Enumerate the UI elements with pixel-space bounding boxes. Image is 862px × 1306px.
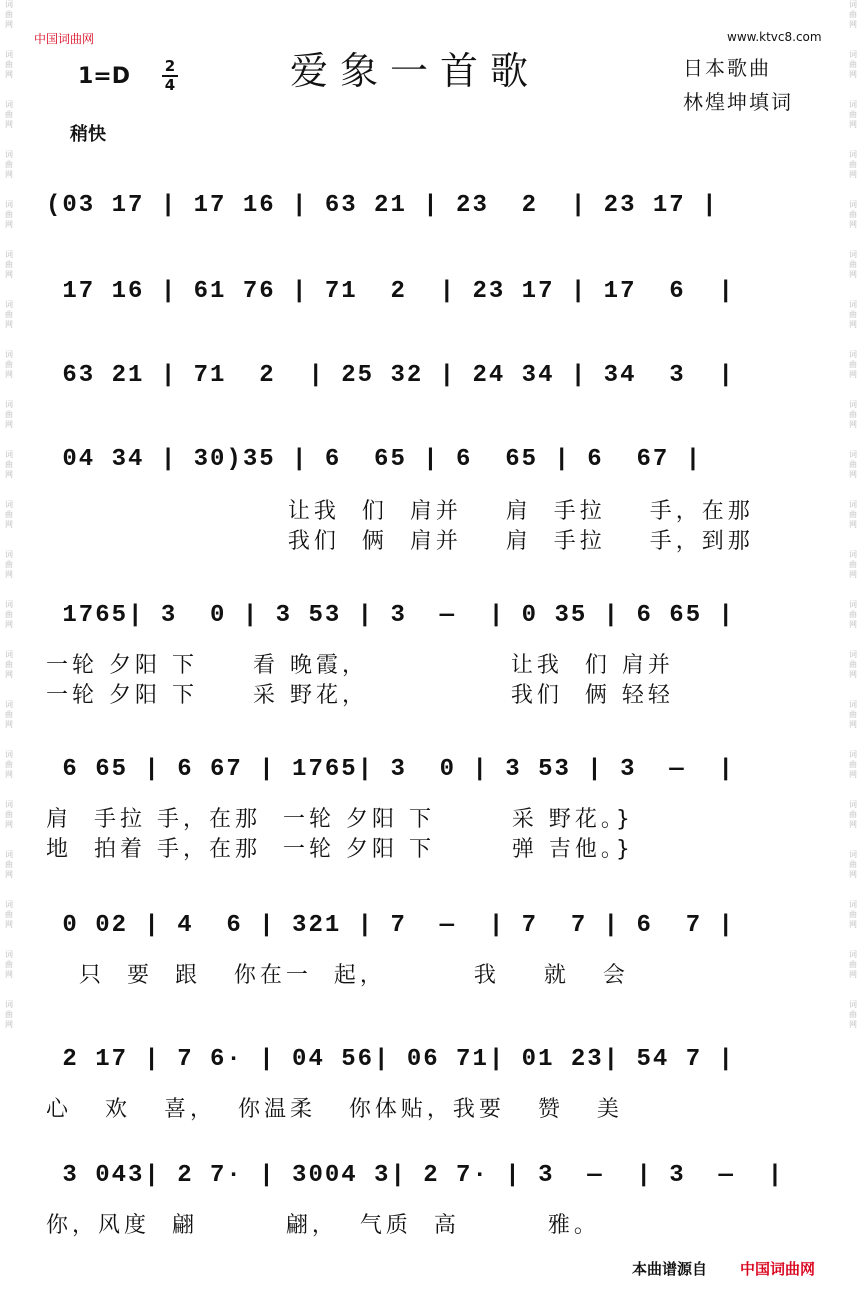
- notation-line: 63 21 | 71 2 | 25 32 | 24 34 | 34 3 |: [46, 362, 735, 389]
- key-signature: 1=D: [78, 64, 131, 89]
- site-watermark-left: 中国词曲网: [34, 32, 95, 46]
- side-watermark-left: 词 曲 网 词 曲 网 词 曲 网 词 曲 网 词 曲 网 词 曲 网 词 曲 网 词 曲 网 词 曲 网 词 曲 网 词 曲 网 词 曲 网 词 曲 网 词 曲 网 词 曲 网 词 曲 网 词 曲 网 词 曲 网 词 曲 网 词 曲 网 词 曲 网: [5, 0, 13, 1029]
- lyric-verse-2: 地 拍着 手，在那 一轮 夕阳 下 弹 吉他。}: [46, 837, 634, 862]
- score-row-9: [46, 1146, 830, 1238]
- tempo-marking: 稍快: [70, 124, 106, 145]
- lyric-verse-1: 心 欢 喜， 你温柔 你体贴，我要 赞 美: [46, 1097, 623, 1122]
- time-signature-bottom: 4: [164, 76, 176, 94]
- lyric-verse-1: 你，风度 翩 翩， 气质 高 雅。: [46, 1213, 600, 1238]
- source-note: 本曲谱源自: [632, 1260, 708, 1278]
- source-site-link[interactable]: 中国词曲网: [740, 1260, 816, 1278]
- lyric-verse-1: 一轮 夕阳 下 看 晚霞， 让我 们 肩并: [46, 653, 674, 678]
- score-row-3: [46, 346, 830, 426]
- score-row-2: [46, 262, 830, 342]
- site-watermark-right: www.ktvc8.com: [727, 30, 822, 44]
- notation-line: 0 02 | 4 6 | 321 | 7 — | 7 7 | 6 7 |: [46, 912, 735, 939]
- notation-line: 04 34 | 30)35 | 6 65 | 6 65 | 6 67 |: [46, 446, 703, 473]
- time-signature: [158, 58, 182, 94]
- song-title: 爱象一首歌: [290, 49, 541, 93]
- score-row-5: [46, 586, 830, 708]
- credit-lyrics: 林煌坤填词: [683, 90, 793, 114]
- notation-line: 6 65 | 6 67 | 1765| 3 0 | 3 53 | 3 — |: [46, 756, 735, 783]
- notation-line: 17 16 | 61 76 | 71 2 | 23 17 | 17 6 |: [46, 278, 735, 305]
- lyric-verse-1: 肩 手拉 手，在那 一轮 夕阳 下 采 野花。}: [46, 807, 634, 832]
- credit-music: 日本歌曲: [683, 56, 771, 80]
- score-row-1: [46, 176, 830, 256]
- lyric-verse-1: 只 要 跟 你在一 起， 我 就 会: [46, 963, 629, 988]
- side-watermark-right: 词 曲 网 词 曲 网 词 曲 网 词 曲 网 词 曲 网 词 曲 网 词 曲 网 词 曲 网 词 曲 网 词 曲 网 词 曲 网 词 曲 网 词 曲 网 词 曲 网 词 曲 网 词 曲 网 词 曲 网 词 曲 网 词 曲 网 词 曲 网 词 曲 网: [849, 0, 857, 1029]
- score-row-4: [46, 430, 830, 554]
- notation-line: 1765| 3 0 | 3 53 | 3 — | 0 35 | 6 65 |: [46, 602, 735, 629]
- lyric-verse-2: 我们 俩 肩并 肩 手拉 手，到那: [46, 529, 754, 554]
- lyric-verse-2: 一轮 夕阳 下 采 野花， 我们 俩 轻轻: [46, 683, 674, 708]
- notation-line: 3 043| 2 7· | 3004 3| 2 7· | 3 — | 3 — |: [46, 1162, 785, 1189]
- score-row-8: [46, 1030, 830, 1122]
- score-row-6: [46, 740, 830, 862]
- score-row-7: [46, 896, 830, 988]
- time-signature-top: 2: [164, 57, 176, 75]
- notation-line: 2 17 | 7 6· | 04 56| 06 71| 01 23| 54 7 |: [46, 1046, 735, 1073]
- lyric-verse-1: 让我 们 肩并 肩 手拉 手，在那: [46, 499, 754, 524]
- notation-line: (03 17 | 17 16 | 63 21 | 23 2 | 23 17 |: [46, 192, 719, 219]
